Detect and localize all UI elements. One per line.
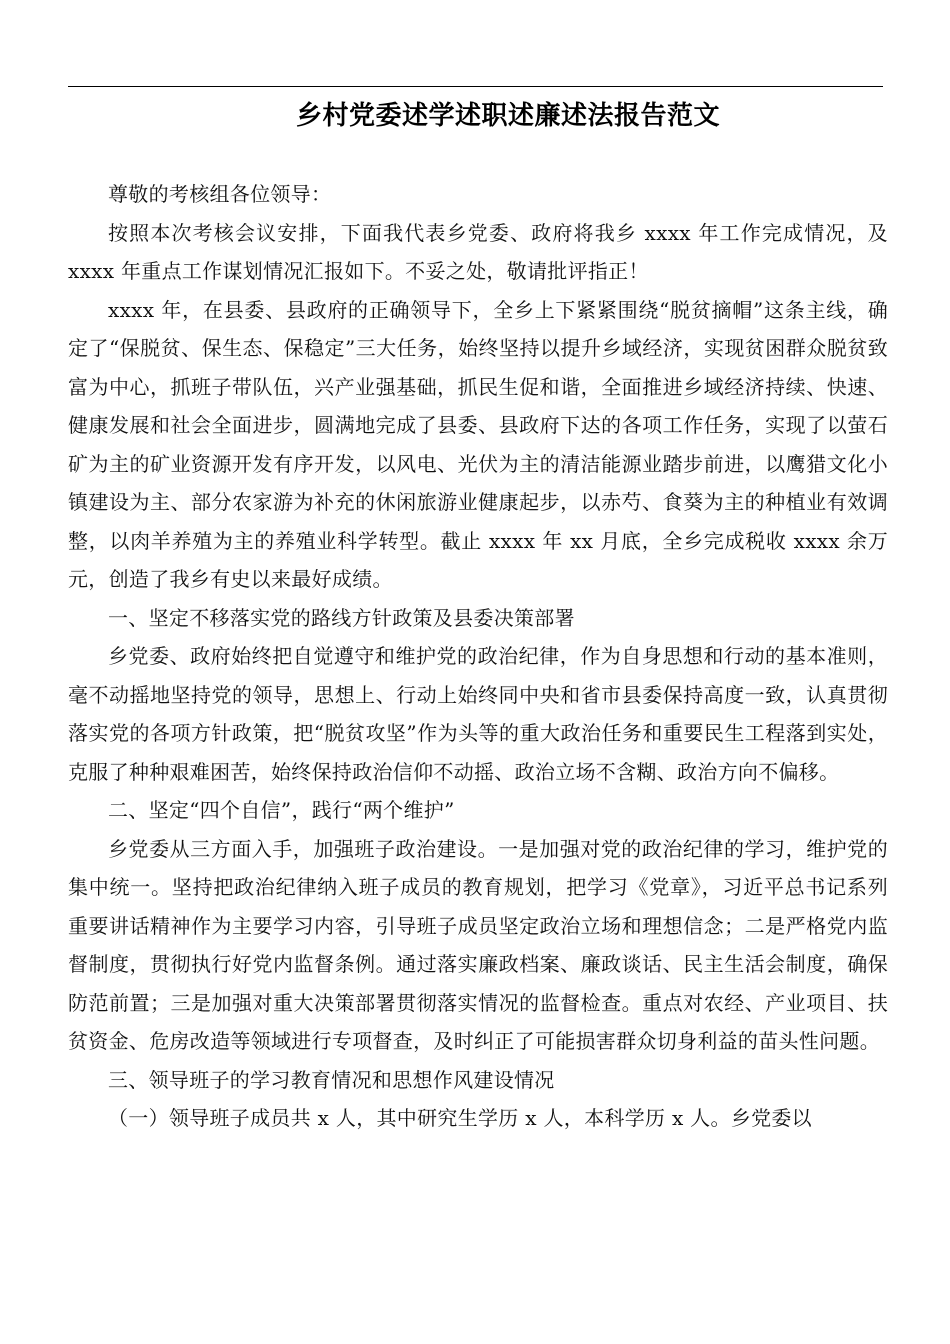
document-body bbox=[68, 175, 888, 1138]
section-heading-3: 三、领导班子的学习教育情况和思想作风建设情况 bbox=[108, 1067, 555, 1092]
section-heading-2: 二、坚定“四个自信”，践行“两个维护” bbox=[108, 798, 455, 822]
section-heading-1: 一、坚定不移落实党的路线方针政策及县委决策部署 bbox=[108, 605, 575, 630]
section-3-paragraph: （一）领导班子成员共 x 人，其中研究生学历 x 人，本科学历 x 人。乡党委以 bbox=[108, 1106, 812, 1130]
intro-paragraph: 按照本次考核会议安排，下面我代表乡党委、政府将我乡 xxxx 年工作完成情况，及 xxxx 年重点工作谋划情况汇报如下。不妥之处，敬请批评指正！ bbox=[68, 220, 888, 283]
section-1-paragraph: 乡党委、政府始终把自觉遵守和维护党的政治纪律，作为自身思想和行动的基本准则，毫不动摇地坚持党的领导，思想上、行动上始终同中央和省市县委保持高度一致，认真贯彻落实党的各项方针政策，把“脱贫攻坚”作为头等的重大政治任务和重要民生工程落到实处，克服了种种艰难困苦，始终保持政治信仰不动摇、政治立场不含糊、政治方向不偏移。 bbox=[68, 644, 888, 784]
overview-paragraph: xxxx 年，在县委、县政府的正确领导下，全乡上下紧紧围绕“脱贫摘帽”这条主线，确定了“保脱贫、保生态、保稳定”三大任务，始终坚持以提升乡域经济，实现贫困群众脱贫致富为中心，抓班子带队伍，兴产业强基础，抓民生促和谐，全面推进乡域经济持续、快速、健康发展和社会全面进步，圆满地完成了县委、县政府下达的各项工作任务，实现了以萤石矿为主的矿业资源开发有序开发，以风电、光伏为主的清洁能源业踏步前进，以鹰猎文化小镇建设为主、部分农家游为补充的休闲旅游业健康起步，以赤芍、食葵为主的种植业有效调整，以肉羊养殖为主的养殖业科学转型。截止 xxxx 年 xx 月底，全乡完成税收 xxxx 余万元，创造了我乡有史以来最好成绩。 bbox=[68, 297, 888, 591]
header-rule bbox=[68, 86, 883, 87]
section-2-paragraph: 乡党委从三方面入手，加强班子政治建设。一是加强对党的政治纪律的学习，维护党的集中统一。坚持把政治纪律纳入班子成员的教育规划，把学习《党章》，习近平总书记系列重要讲话精神作为主要学习内容，引导班子成员坚定政治立场和理想信念；二是严格党内监督制度，贯彻执行好党内监督条例。通过落实廉政档案、廉政谈话、民主生活会制度，确保防范前置；三是加强对重大决策部署贯彻落实情况的监督检查。重点对农经、产业项目、扶贫资金、危房改造等领域进行专项督查，及时纠正了可能损害群众切身利益的苗头性问题。 bbox=[68, 836, 888, 1053]
document-title: 乡村党委述学述职述廉述法报告范文 bbox=[295, 101, 720, 131]
salutation: 尊敬的考核组各位领导： bbox=[108, 182, 332, 206]
